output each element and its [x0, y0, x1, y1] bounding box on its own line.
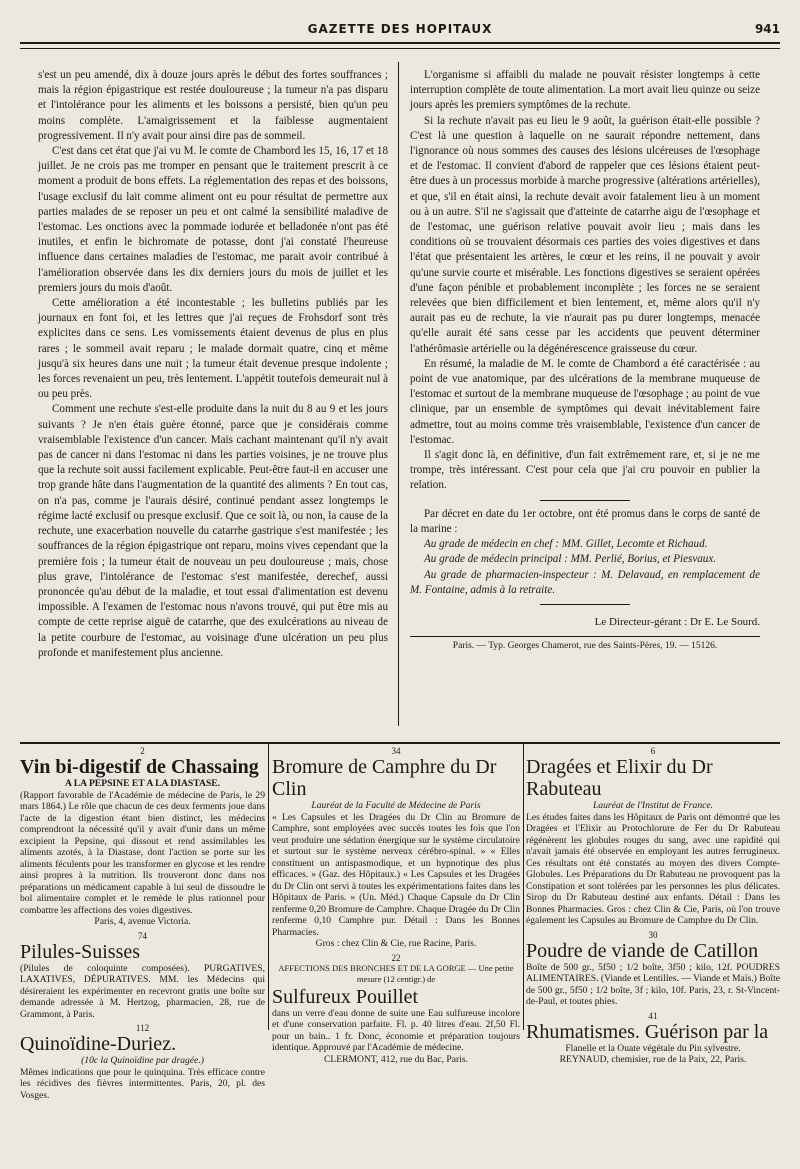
- page-header: [20, 22, 780, 42]
- ad-rabuteau: [526, 746, 780, 927]
- ad-column-middle: [272, 746, 520, 1068]
- ad-address: CLERMONT, 412, rue du Bac, Paris.: [324, 1053, 468, 1065]
- ad-column-right: [526, 746, 780, 1069]
- ad-number: 30: [648, 929, 658, 940]
- ad-subtitle: AFFECTIONS DES BRONCHES ET DE LA GORGE — Une petite mesure (12 centigr.) de: [278, 962, 514, 984]
- page-number: 941: [754, 22, 780, 36]
- ad-number: 2: [140, 746, 145, 756]
- paragraph: Comment une rechute s'est-elle produite dans la nuit du 8 au 9 et les jours suivants ? Je n'en étais guère étonné, parce que je considérais comme vraisemblable l'existence d'un cancer. Mais cachant maintenant qu'il n'y avait pas de cancer ni dans l'estomac ni dans les parties voisines, je ne trouve plus que la rechute soit aussi facilement explicable. Peut-être faut-il en accuser une trop grande hâte dans l'augmentation de la quantité des aliments ? En tout cas, on n'a pas, comme je l'aurais désiré, continué pendant assez longtemps le régime lacté exclusif ou presque exclusif. Que ce soit là, ou non, la cause de la rechute, une exacerbation nouvelle du catarrhe gastrique s'est manifestée ; les souffrances de la région épigastrique ont reparu, moins vives cependant que la première fois ; la tumeur était de nouveau un peu douloureuse ; mais, chose plus grave, l'intolérance de l'estomac s'est manifestée, derechef, aussi prononcée qu'au début de la maladie, et tout essai d'alimentation est devenu impossible. A l'examen de l'estomac nous n'avons trouvé, qui put être mis au compte de cette reprise aiguë de catarrhe, que des exulcérations au niveau de la petite courbure de l'estomac, au voisinage d'une ulcération un peu plus profonde et manifestement plus ancienne.: [38, 403, 388, 659]
- section-separator: [540, 500, 630, 501]
- decree-item: Au grade de médecin principal : MM. Perlié, Borius, et Piesvaux.: [424, 553, 717, 566]
- ad-body: Les études faites dans les Hôpitaux de Paris ont démontré que les Dragées et l'Elixir au Protochlorure de Fer du Dr Rabuteau régénèrent les globules rouges du sang, avec une rapidité qui n'avait jamais été observée en employant les autres ferrugineux. Ces résultats ont été constatés au moyen des divers Compte-Globules. Les Préparations du Dr Rabuteau ne provoquent pas la Constipation et sont tolérées par les personnes les plus délicates. Sirop du Dr Rabuteau destiné aux enfants. Détail : Dans les Bonnes Pharmacies. Gros : chez Clin & Cie, Paris, où l'on trouve également les Capsules au Bromure de Camphre du Dr Clin.: [526, 811, 780, 926]
- ad-title: Pilules-Suisses: [20, 940, 141, 963]
- ad-number: 74: [138, 930, 147, 941]
- ad-number: 6: [650, 746, 656, 756]
- ad-rhumatismes: [526, 1011, 780, 1066]
- ad-body: Boîte de 500 gr., 5f50 ; 1/2 boîte, 3f50 ; kilo, 12f. POUDRES ALIMENTAIRES. (Viande et Lentilles. — Viande et Maïs.) Boîte de 500 gr., 5f50 ; 1/2 boîte, 3f ; kilo, 10f. Paris, 23, r. St-Vincent-de-Paul, et toutes phies.: [526, 961, 780, 1007]
- ad-title: Sulfureux Pouillet: [272, 985, 419, 1008]
- ad-title: Vin bi-digestif de Chassaing: [20, 756, 259, 778]
- ad-title: Dragées et Elixir du Dr Rabuteau: [526, 756, 713, 800]
- ad-note: (10c la Quinoïdine par dragée.): [81, 1055, 204, 1066]
- decree-item: Au grade de médecin en chef : MM. Gillet, Lecomte et Richaud.: [424, 538, 708, 551]
- journal-title: GAZETTE DES HOPITAUX: [307, 22, 493, 36]
- ad-body: « Les Capsules et les Dragées du Dr Clin au Bromure de Camphre, sont employées avec succès toutes les fois que l'on veut produire une sédation énergique sur le système circulatoire et surtout sur le système nerveux cérébro-spinal. » « Elles constituent un antispasmodique, et un hypnotique des plus efficaces. » (Gaz. des Hôpitaux.) « Les Capsules et les Dragées du Dr Clin ont servi à toutes les expérimentations faites dans les Hôpitaux de Paris. » (Un. Méd.) Chaque Capsule du Dr Clin renferme 0,20 Bromure de Camphre. Chaque Dragée du Dr Clin renferme 0,10 Camphre pur. Détail : Dans les Bonnes Pharmacies.: [272, 811, 520, 938]
- ad-vin-chassaing: [20, 746, 265, 928]
- ad-address: Paris, 4, avenue Victoria.: [94, 916, 191, 927]
- ad-body: Mêmes indications que pour le quinquina. Très efficace contre les récidives des fièvres intermittentes. Paris, 20, pl. des Vosges.: [20, 1066, 265, 1101]
- decree-item: Au grade de pharmacien-inspecteur : M. Delavaud, en remplacement de M. Fontaine, admis à la retraite.: [410, 568, 760, 596]
- ad-address: REYNAUD, chemisier, rue de la Paix, 22, Paris.: [559, 1054, 747, 1065]
- decree-notice: [410, 507, 760, 598]
- article-right-column: [410, 68, 760, 654]
- ad-pilules-suisses: [20, 931, 265, 1021]
- ad-quinoidine-duriez: [20, 1023, 265, 1101]
- ad-subtitle: Lauréat de la Faculté de Médecine de Paris: [311, 800, 481, 811]
- ad-bromure-camphre: [272, 746, 520, 950]
- ad-title: Rhumatismes. Guérison par la: [526, 1020, 769, 1043]
- paragraph: Cette amélioration a été incontestable ; les bulletins publiés par les journaux en font foi, et les lettres que j'ai reçues de Frohsdorf sont très explicites dans ce sens. Les vomissements étaient devenus de plus en plus rares ; le sommeil avait reparu ; le malade dormait quatre, cinq et même jusqu'à six heures dans une nuit ; la tumeur était devenue presque indolente ; les forces revenaient un peu, très lentement. L'appétit toutefois demeurait nul à ou peu près.: [38, 297, 388, 401]
- header-rule: [20, 42, 780, 49]
- ad-number: 22: [391, 952, 401, 963]
- ad-title: Poudre de viande de Catillon: [526, 939, 759, 962]
- ad-number: 34: [391, 746, 401, 756]
- ad-subtitle: Lauréat de l'Institut de France.: [592, 800, 714, 811]
- advertisements: [20, 742, 780, 1101]
- paragraph: Il s'agit donc là, en définitive, d'un fait extrêmement rare, et, si je ne me trompe, très intéressant. C'est pour cela que j'ai cru pouvoir en publier la relation.: [410, 449, 760, 492]
- ad-body: dans un verre d'eau donne de suite une Eau sulfureuse incolore et d'une conservation parfaite. Fl. p. 40 litres d'eau. 2f,50 Fl. pour un bain.. 1 fr. Donc, économie et préparation toujours identique. Approuvé par l'Académie de médecine.: [272, 1007, 520, 1053]
- ad-title: Bromure de Camphre du Dr Clin: [272, 756, 497, 800]
- director-signature: Le Directeur-gérant : Dr E. Le Sourd.: [594, 615, 760, 628]
- ad-subtitle: A LA PEPSINE ET A LA DIASTASE.: [64, 778, 221, 789]
- ad-number: 112: [135, 1023, 150, 1033]
- ad-body: (Pilules de coloquinte composées). PURGATIVES, LAXATIVES, DÉPURATIVES. MM. les Médecins qui désireraient les expérimenter en recevront gratis une boîte sur demande adressée à M. Hertzog, pharmacien, 28, rue de Grammont, à Paris.: [20, 962, 265, 1020]
- ad-divider: [523, 744, 524, 1030]
- ad-title: Quinoïdine-Duriez.: [20, 1033, 177, 1055]
- ad-body: Flanelle et la Ouate végétale du Pin sylvestre.: [565, 1042, 741, 1054]
- paragraph: En résumé, la maladie de M. le comte de Chambord a été caractérisée : au point de vue anatomique, par des ulcérations de la membrane muqueuse de l'estomac et surtout de la membrane muqueuse de l'œsophage ; au point de vue clinique, par un ensemble de symptômes qui devait inévitablement faire admettre, tout au moins comme très vraisemblable, l'existence d'un cancer de l'estomac.: [410, 357, 760, 446]
- ad-divider: [268, 744, 269, 1030]
- paragraph: L'organisme si affaibli du malade ne pouvait résister longtemps à cette interruption complète de toute alimentation. La mort avait lieu quinze ou seize jours après les premiers symptômes de la rechute.: [410, 69, 760, 112]
- section-separator: [540, 604, 630, 605]
- ad-poudre-viande: [526, 930, 780, 1008]
- ad-address: Gros : chez Clin & Cie, rue Racine, Paris.: [315, 938, 477, 949]
- paragraph: Si la rechute n'avait pas eu lieu le 9 août, la guérison était-elle possible ? C'est là une question à laquelle on ne saurait répondre nettement, dans l'ignorance où nous sommes des causes des lésions ulcéreuses de l'œsophage et de l'estomac. Il convient d'abord de rappeler que ces lésions étaient peut-être dues à un processus morbide à marche progressive (altérations artérielles), et que, s'il en était ainsi, la rechute devait avoir fatalement lieu à un moment ou à un autre. S'il ne s'agissait que d'atteinte de catarrhe aigu de l'œsophage et de l'estomac, une guérison relative pouvait avoir lieu ; mais dans les conditions où se trouvaient désormais ces parties des voies digestives et dans l'état que présentaient les artères, le cœur et les reins, il ne pouvait y avoir qu'une survie courte et misérable. Les fonctions digestives se seraient opérées d'une façon pénible et probablement incomplète ; les forces ne se seraient relevées que bien difficilement et bien lentement, et, même alors qu'il n'y aurait pas eu de rechute, la vie n'aurait pas pu durer longtemps, menacée qu'elle aurait été sans cesse par les accidents que peuvent déterminer l'athérômasie artérielle ou la dégénérescence graisseuse du cœur.: [410, 114, 760, 355]
- paragraph: s'est un peu amendé, dix à douze jours après le début des fortes souffrances ; mais la région épigastrique est restée douloureuse ; la tumeur n'a pas disparu et l'intolérance pour les aliments et les boissons a persisté, bien qu'un peu moins complète. L'amaigrissement et la faiblesse augmentaient progressivement. Il n'y avait pour ainsi dire pas de sommeil.: [38, 69, 388, 142]
- ad-number: 41: [648, 1010, 658, 1021]
- ad-body: (Rapport favorable de l'Académie de médecine de Paris, le 29 mars 1864.) Le rôle que chacun de ces deux ferments joue dans l'acte de la digestion étant bien distinct, les médecins comprendront la nécessité qu'il y avait d'unir dans un même excipient la Pepsine, qui dissout et rend assimilables les aliments azotés, à la Diastase, dont l'action se porte sur les aliments féculents pour les transformer en glycose et les rendre ainsi propres à la nutrition. Ils trouveront donc dans nos préparations un médicament capable à lui seul de dissoudre le bol alimentaire complet et le remède le plus rationnel pour combattre les affections des voies digestives.: [20, 789, 265, 916]
- decree-intro: Par décret en date du 1er octobre, ont été promus dans le corps de santé de la marine :: [410, 507, 760, 535]
- ad-column-left: [20, 746, 265, 1104]
- article-left-column: [38, 68, 388, 661]
- paragraph: C'est dans cet état que j'ai vu M. le comte de Chambord les 15, 16, 17 et 18 juillet. Je ne crois pas me tromper en pensant que le traitement prescrit à ce moment a produit de bons effets. La réglementation des repas et des boissons, l'usage exclusif du lait comme aliment ont eu pour résultat de permettre aux parties malades de se reposer un peu et ont calmé la sensibilité maladive de l'estomac. Les onctions avec la pommade iodurée et belladonée n'ont pas été inutiles, et enfin le bichromate de potasse, dont j'ai constaté l'heureuse influence dans certaines maladies de l'estomac, me parait avoir contribué à l'amélioration observée dans les dix derniers jours du mois de juillet et les premiers jours du mois d'août.: [38, 145, 388, 294]
- ad-sulfureux-pouillet: [272, 953, 520, 1066]
- column-divider: [398, 62, 399, 726]
- printer-imprint: Paris. — Typ. Georges Chamerot, rue des Saints-Pères, 19. — 15126.: [410, 636, 760, 654]
